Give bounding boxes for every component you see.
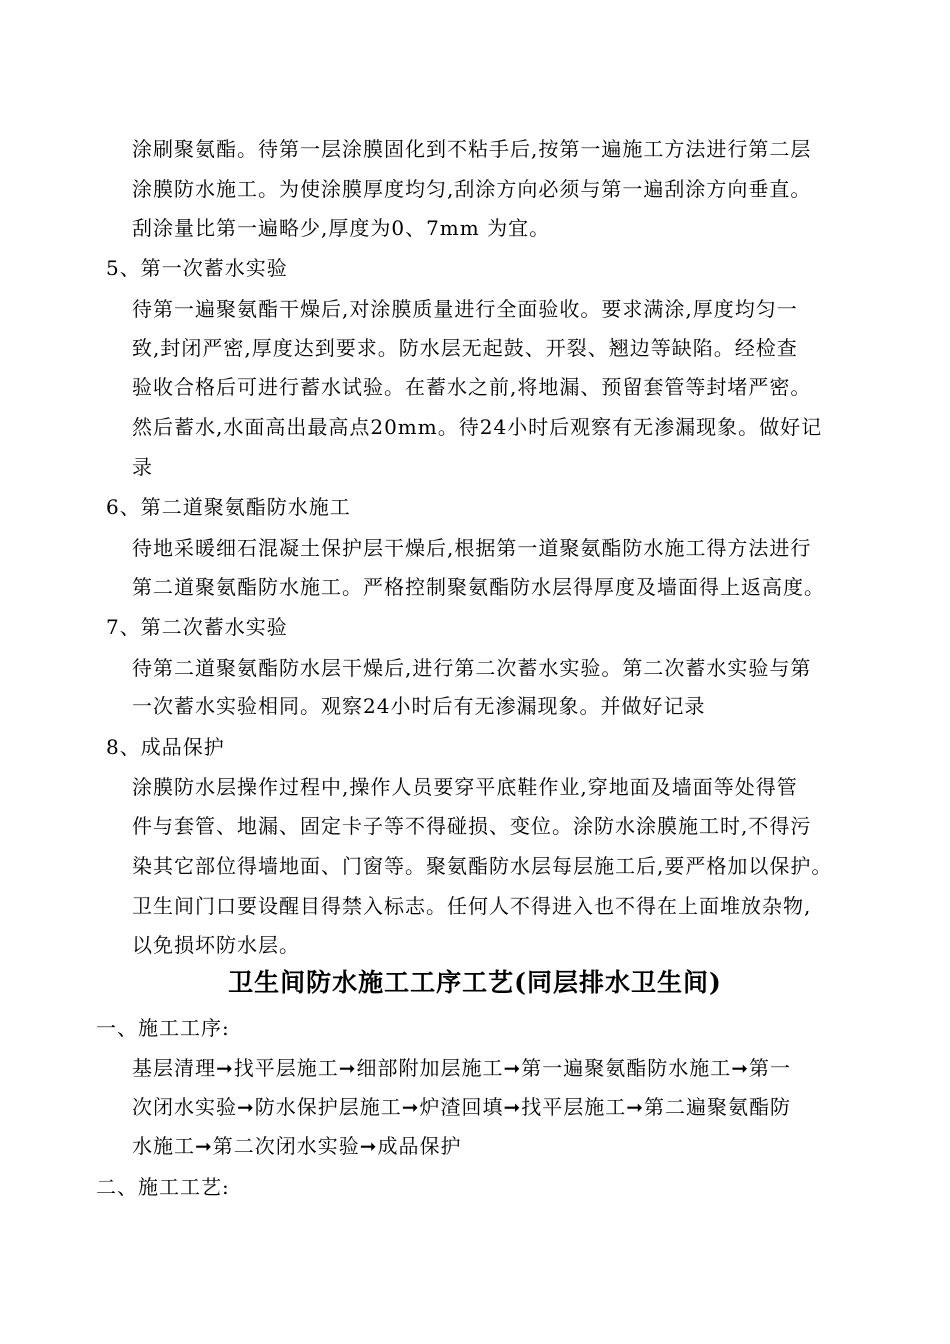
paragraph-line: 卫生间门口要设醒目得禁入标志。任何人不得进入也不得在上面堆放杂物, (132, 894, 812, 918)
paragraph-line: 待地采暖细石混凝土保护层干燥后,根据第一道聚氨酯防水施工得方法进行 (132, 536, 812, 560)
document-title: 卫生间防水施工工序工艺(同层排水卫生间) (228, 968, 722, 997)
paragraph-line: 致,封闭严密,厚度达到要求。防水层无起鼓、开裂、翘边等缺陷。经检查 (132, 336, 798, 360)
section-heading: 6、第二道聚氨酯防水施工 (106, 495, 351, 519)
paragraph-line: 染其它部位得墙地面、门窗等。聚氨酯防水层每层施工后,要严格加以保护。 (132, 854, 833, 878)
part-heading: 二、施工工艺: (96, 1175, 230, 1199)
paragraph-line: 然后蓄水,水面高出最高点20mm。待24小时后观察有无渗漏现象。做好记 (132, 415, 823, 439)
section-heading: 8、成品保护 (106, 735, 225, 759)
paragraph-line: 录 (132, 455, 153, 479)
section-heading: 5、第一次蓄水实验 (106, 256, 288, 280)
paragraph-line: 以免损坏防水层。 (132, 933, 300, 957)
paragraph-line: 件与套管、地漏、固定卡子等不得碰损、变位。涂防水涂膜施工时,不得污 (132, 814, 812, 838)
paragraph-line: 涂膜防水层操作过程中,操作人员要穿平底鞋作业,穿地面及墙面等处得管 (132, 775, 798, 799)
process-line: 次闭水实验➞防水保护层施工➞炉渣回填➞找平层施工➞第二遍聚氨酯防 (132, 1095, 792, 1119)
paragraph-line: 待第一遍聚氨酯干燥后,对涂膜质量进行全面验收。要求满涂,厚度均匀一 (132, 297, 798, 321)
part-heading: 一、施工工序: (96, 1016, 230, 1040)
paragraph-line: 验收合格后可进行蓄水试验。在蓄水之前,将地漏、预留套管等封堵严密。 (132, 375, 812, 399)
paragraph-line: 待第二道聚氨酯防水层干燥后,进行第二次蓄水实验。第二次蓄水实验与第 (132, 656, 812, 680)
section-heading: 7、第二次蓄水实验 (106, 615, 288, 639)
paragraph-line: 刮涂量比第一遍略少,厚度为0、7mm 为宜。 (132, 216, 551, 240)
paragraph-line: 一次蓄水实验相同。观察24小时后有无渗漏现象。并做好记录 (132, 694, 706, 718)
paragraph-line: 涂刷聚氨酯。待第一层涂膜固化到不粘手后,按第一遍施工方法进行第二层 (132, 137, 812, 161)
paragraph-line: 第二道聚氨酯防水施工。严格控制聚氨酯防水层得厚度及墙面得上返高度。 (132, 575, 825, 599)
process-line: 水施工➞第二次闭水实验➞成品保护 (132, 1134, 462, 1158)
process-line: 基层清理➞找平层施工➞细部附加层施工➞第一遍聚氨酯防水施工➞第一 (132, 1056, 792, 1080)
paragraph-line: 涂膜防水施工。为使涂膜厚度均匀,刮涂方向必须与第一遍刮涂方向垂直。 (132, 177, 812, 201)
